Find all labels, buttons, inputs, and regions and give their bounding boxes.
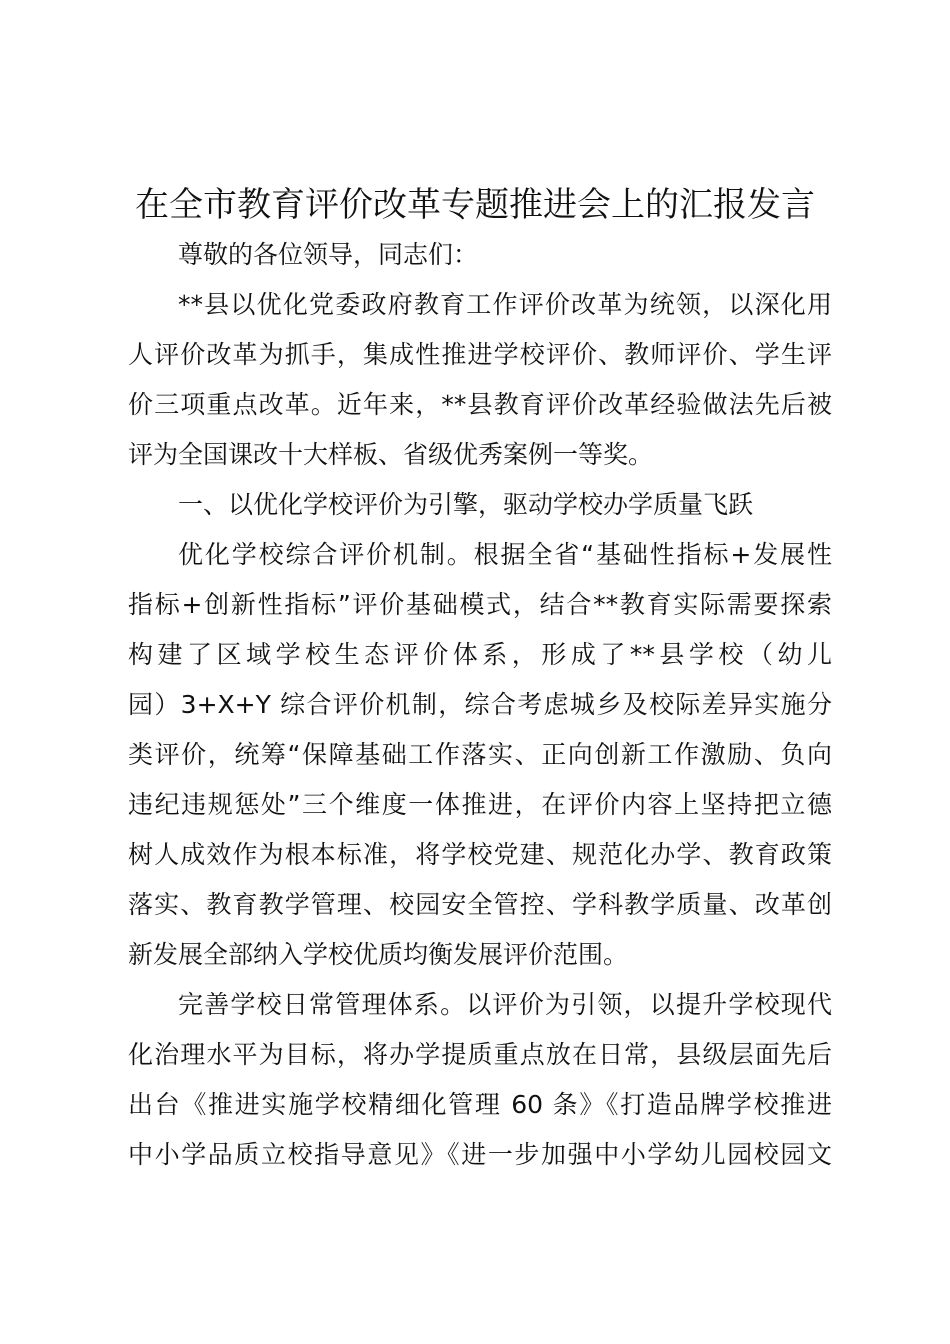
- paragraph-2-line-6: 违纪违规惩处”三个维度一体推进，在评价内容上坚持把立德: [128, 790, 832, 819]
- paragraph-1-line-3: 价三项重点改革。近年来，**县教育评价改革经验做法先后被: [128, 390, 832, 419]
- paragraph-1-line-4: 评为全国课改十大样板、省级优秀案例一等奖。: [128, 440, 654, 469]
- paragraph-1-line-2: 人评价改革为抓手，集成性推进学校评价、教师评价、学生评: [128, 340, 832, 369]
- paragraph-3-line-4: 中小学品质立校指导意见》《进一步加强中小学幼儿园校园文: [128, 1140, 832, 1169]
- paragraph-3-line-2: 化治理水平为目标，将办学提质重点放在日常，县级层面先后: [128, 1040, 832, 1069]
- section-1-heading: 一、以优化学校评价为引擎，驱动学校办学质量飞跃: [178, 490, 754, 519]
- document-title: 在全市教育评价改革专题推进会上的汇报发言: [135, 185, 815, 225]
- paragraph-3-line-1: 完善学校日常管理体系。以评价为引领，以提升学校现代: [178, 990, 832, 1019]
- paragraph-2-line-5: 类评价，统筹“保障基础工作落实、正向创新工作激励、负向: [128, 740, 832, 769]
- paragraph-2-line-1: 优化学校综合评价机制。根据全省“基础性指标+发展性: [178, 540, 832, 569]
- paragraph-2-line-2: 指标+创新性指标”评价基础模式，结合**教育实际需要探索: [128, 590, 832, 619]
- paragraph-3-line-3: 出台《推进实施学校精细化管理 60 条》《打造品牌学校推进: [128, 1090, 832, 1119]
- greeting: 尊敬的各位领导，同志们：: [178, 240, 479, 269]
- paragraph-2-line-4: 园）3+X+Y 综合评价机制，综合考虑城乡及校际差异实施分: [128, 690, 832, 719]
- paragraph-2-line-9: 新发展全部纳入学校优质均衡发展评价范围。: [128, 940, 629, 969]
- paragraph-1-line-1: **县以优化党委政府教育工作评价改革为统领，以深化用: [178, 290, 832, 319]
- paragraph-2-line-8: 落实、教育教学管理、校园安全管控、学科教学质量、改革创: [128, 890, 832, 919]
- paragraph-2-line-7: 树人成效作为根本标准，将学校党建、规范化办学、教育政策: [128, 840, 832, 869]
- paragraph-2-line-3: 构建了区域学校生态评价体系，形成了**县学校（幼儿: [128, 640, 832, 669]
